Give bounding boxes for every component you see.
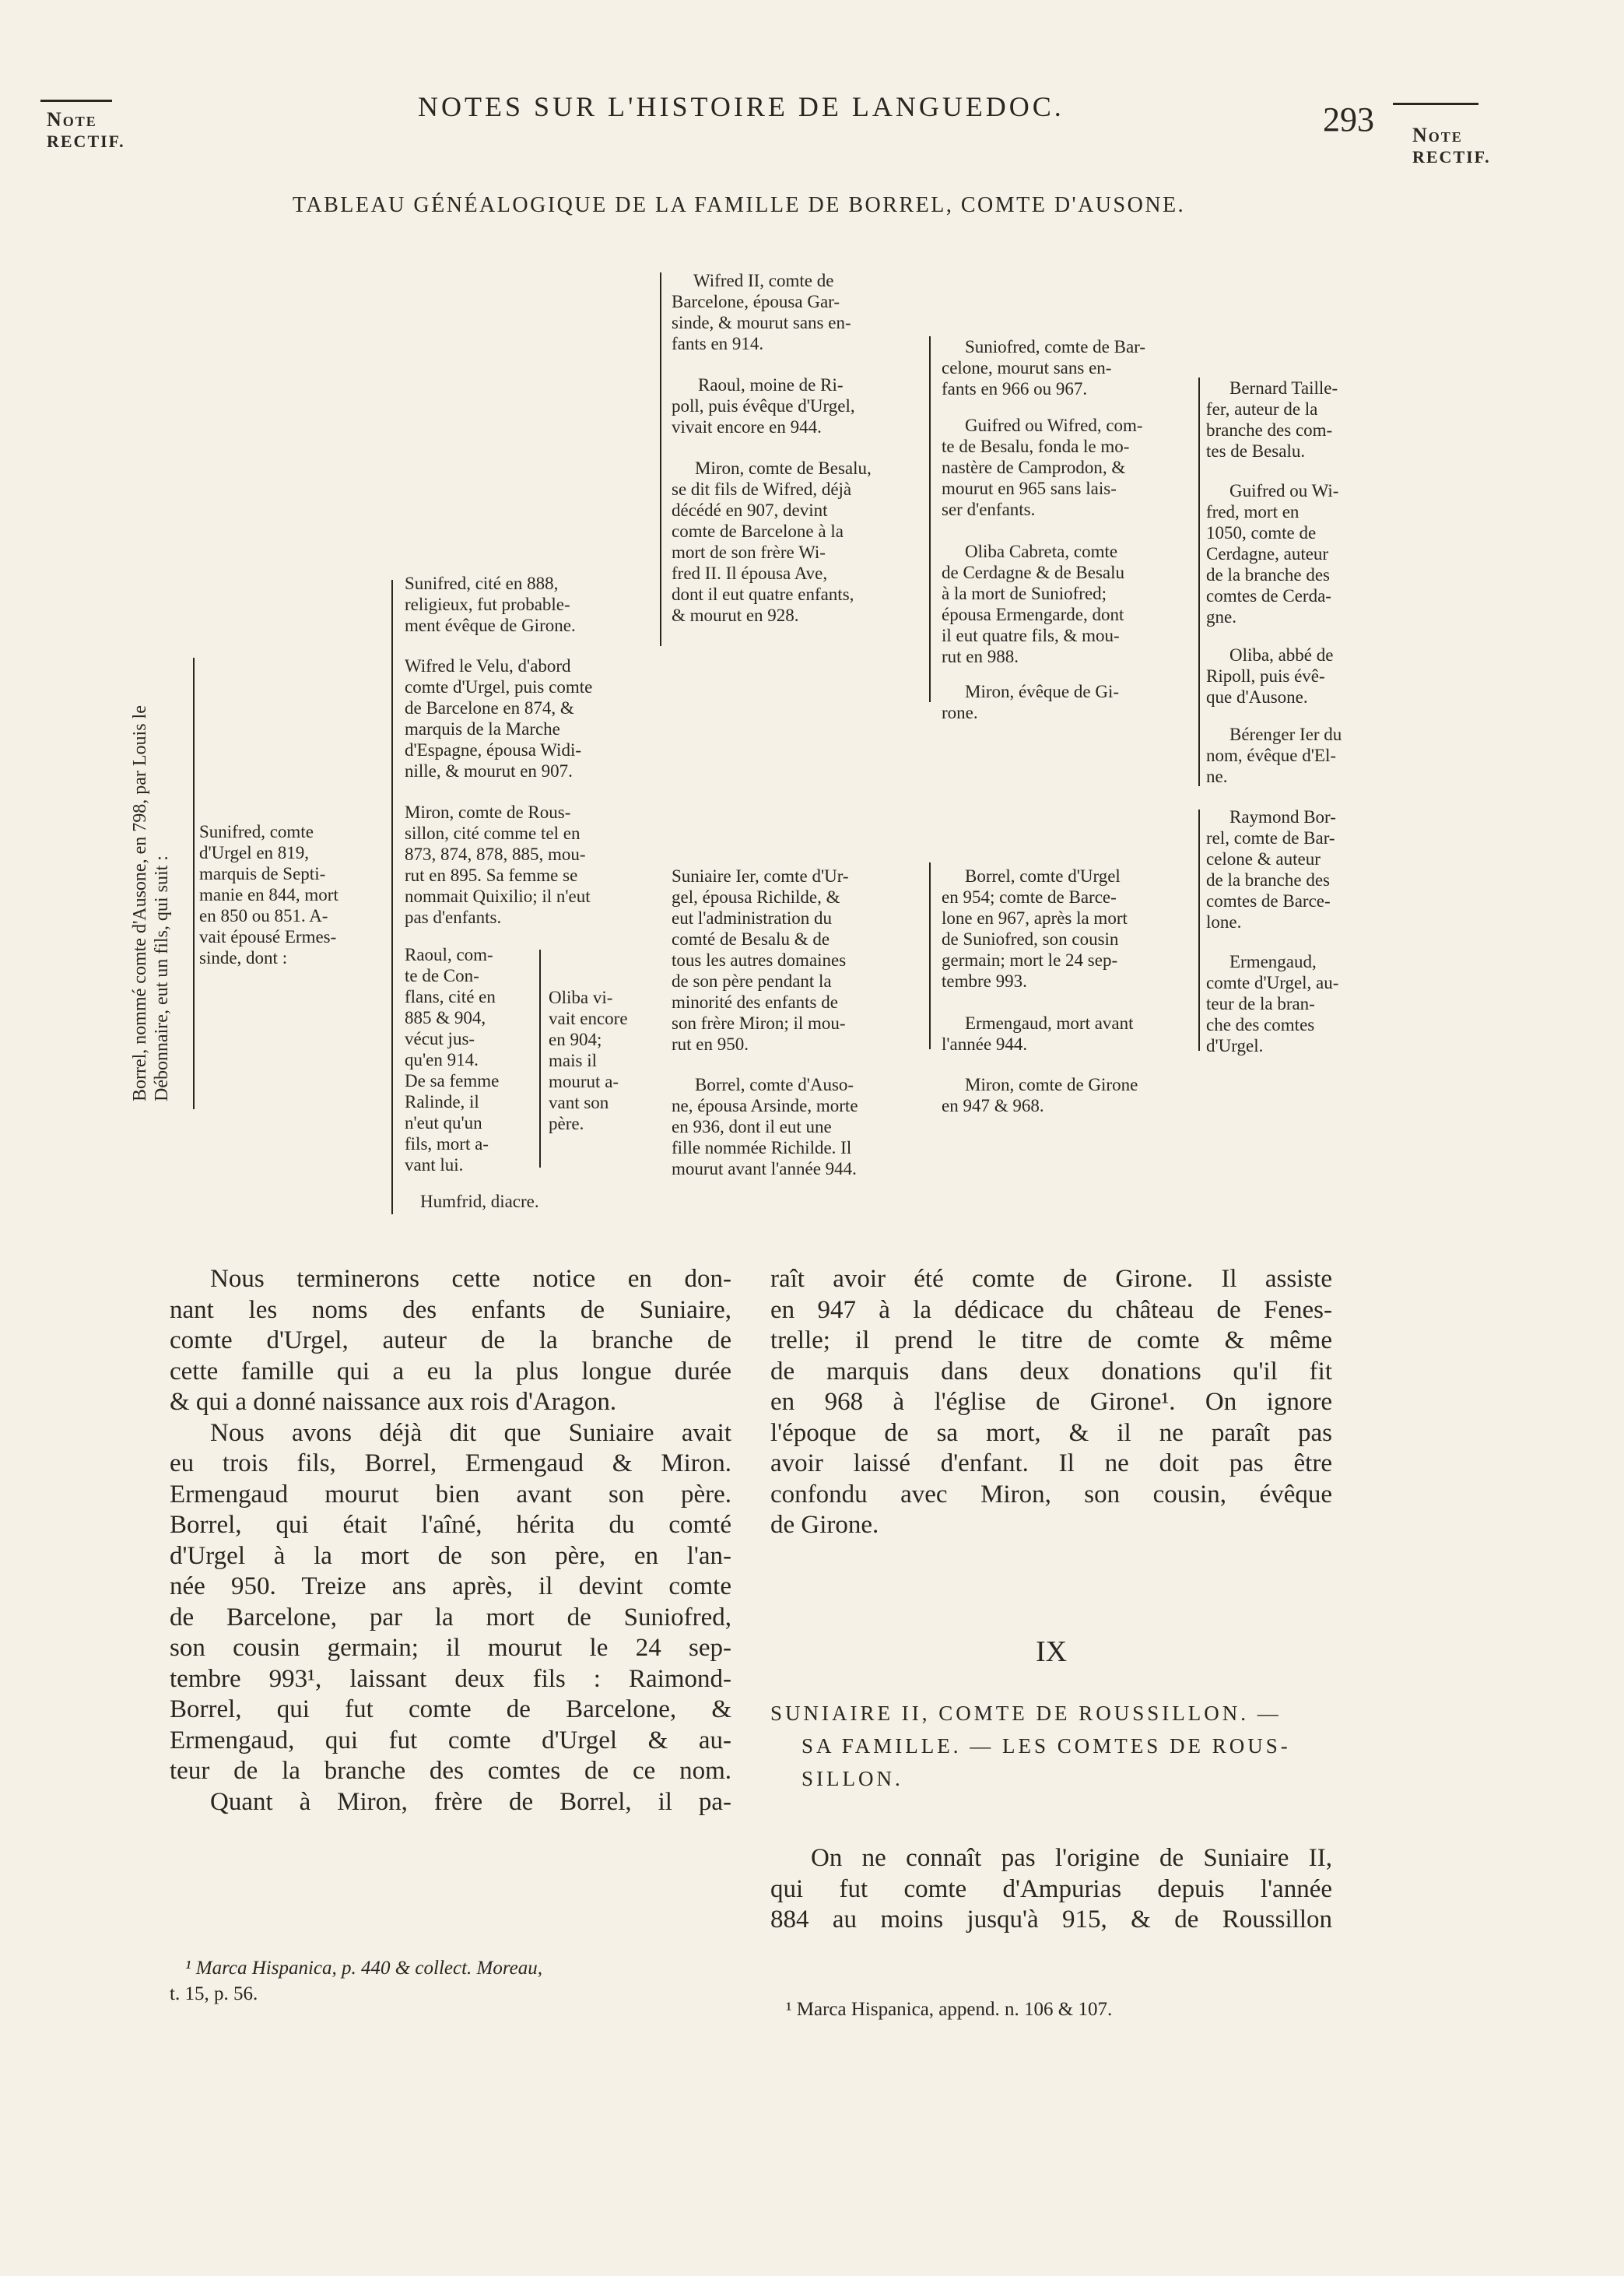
gen3-line: ne, épousa Arsinde, morte [672, 1096, 858, 1115]
body-line: Ermengaud mourut bien avant son père. [170, 1480, 731, 1509]
gen4-line: rut en 988. [942, 647, 1019, 666]
gen5-ermengaud [1206, 951, 1376, 1056]
section-title-line: SA FAMILLE. — LES COMTES DE ROUS- [801, 1734, 1291, 1758]
gen5-line: comtes de Barce- [1206, 891, 1331, 911]
gen5-line: ne. [1206, 767, 1228, 786]
gen2-line: mais il [549, 1051, 597, 1070]
gen5-line: rel, comte de Bar- [1206, 828, 1335, 848]
gen4-line: à la mort de Suniofred; [942, 584, 1107, 603]
page-number: 293 [1323, 100, 1374, 139]
gen3-line: gel, épousa Richilde, & [672, 887, 840, 907]
gen2-line: flans, cité en [405, 987, 496, 1006]
gen5-oliba [1206, 645, 1376, 708]
body-line: Nous terminerons cette notice en don- [210, 1265, 731, 1293]
body-left-column [170, 1264, 731, 1818]
footnote-line: t. 15, p. 56. [170, 1983, 258, 2004]
gen4-line: ser d'enfants. [942, 500, 1036, 519]
body-line: de marquis dans deux donations qu'il fit [770, 1357, 1332, 1386]
gen4-oliba-brace [1198, 378, 1200, 786]
gen3-line: Barcelone, épousa Gar- [672, 292, 840, 311]
gen2-raoul [405, 944, 533, 1175]
gen5-line: nom, évêque d'El- [1206, 746, 1337, 765]
gen1-sunifred [199, 821, 386, 968]
gen1-line: vait épousé Ermes- [199, 927, 337, 947]
gen2-line: d'Espagne, épousa Widi- [405, 740, 581, 760]
margin-rule-left [40, 100, 112, 102]
gen4-line: en 954; comte de Barce- [942, 887, 1117, 907]
gen4-line: Miron, comte de Girone [965, 1075, 1138, 1094]
section-title-line: SUNIAIRE II, COMTE DE ROUSSILLON. — [770, 1702, 1282, 1725]
gen1-line: manie en 844, mort [199, 885, 338, 904]
gen5-line: fer, auteur de la [1206, 399, 1318, 419]
gen3-line: Wifred II, comte de [693, 271, 834, 290]
table-title: TABLEAU GÉNÉALOGIQUE DE LA FAMILLE DE BORREL, COMTE D'AUSONE. [293, 193, 1186, 217]
body-line: confondu avec Miron, son cousin, évêque [770, 1480, 1332, 1509]
gen4-line: Ermengaud, mort avant [965, 1013, 1134, 1033]
gen3-line: en 936, dont il eut une [672, 1117, 832, 1136]
gen4-line: Borrel, comte d'Urgel [965, 866, 1121, 886]
gen3-line: comté de Besalu & de [672, 929, 830, 949]
body-line: trelle; il prend le titre de comte & même [770, 1326, 1332, 1354]
gen2-line: vant lui. [405, 1155, 464, 1175]
gen4-guifred [942, 415, 1194, 520]
gen3-miron [672, 458, 925, 626]
gen4-line: lone en 967, après la mort [942, 908, 1128, 928]
gen1-line: Sunifred, comte [199, 822, 314, 841]
gen5-line: che des comtes [1206, 1015, 1315, 1034]
gen5-line: gne. [1206, 607, 1236, 627]
body-line: Borrel, qui fut comte de Barcelone, & [170, 1695, 731, 1723]
body-line: On ne connaît pas l'origine de Suniaire II, [811, 1844, 1332, 1872]
gen2-line: n'eut qu'un [405, 1113, 482, 1133]
body-line: teur de la branche des comtes de ce nom. [170, 1757, 731, 1785]
body-line: d'Urgel à la mort de son père, en l'an- [170, 1541, 731, 1570]
gen5-line: celone & auteur [1206, 849, 1321, 869]
gen3-wifred2 [672, 270, 925, 354]
running-head: NOTES SUR L'HISTOIRE DE LANGUEDOC. [418, 91, 1065, 122]
gen4-line: épousa Ermengarde, dont [942, 605, 1124, 624]
footnote-right [786, 1997, 1331, 2022]
body-right-column-2 [770, 1843, 1332, 1936]
gen2-wifred-velu [405, 655, 655, 781]
gen3-line: vivait encore en 944. [672, 417, 822, 437]
gen4-miron-comte [942, 1074, 1194, 1116]
gen3-line: comte de Barcelone à la [672, 522, 844, 541]
gen2-line: Miron, comte de Rous- [405, 803, 571, 822]
gen3-line: fille nommée Richilde. Il [672, 1138, 852, 1157]
gen1-line: sinde, dont : [199, 948, 288, 968]
body-line: de Girone. [770, 1511, 879, 1539]
body-line: eu trois fils, Borrel, Ermengaud & Miron. [170, 1449, 731, 1477]
gen4-borrel [942, 866, 1194, 992]
body-line: Quant à Miron, frère de Borrel, il pa- [210, 1787, 731, 1816]
gen5-line: Ermengaud, [1229, 952, 1317, 971]
gen5-line: branche des com- [1206, 420, 1333, 440]
margin-note-left-1: Note [47, 108, 97, 131]
body-line: & qui a donné naissance aux rois d'Aragon. [170, 1388, 617, 1416]
gen2-line: comte d'Urgel, puis comte [405, 677, 593, 697]
gen4-line: en 947 & 968. [942, 1096, 1044, 1115]
gen3-line: fred II. Il épousa Ave, [672, 564, 828, 583]
margin-note-right-2: RECTIF. [1412, 147, 1491, 167]
body-line: née 950. Treize ans après, il devint comte [170, 1572, 731, 1600]
gen3-suniaire-brace [929, 862, 931, 1049]
body-line: en 968 à l'église de Girone¹. On ignore [770, 1388, 1332, 1416]
margin-note-right [1412, 125, 1498, 168]
gen4-line: te de Besalu, fonda le mo- [942, 437, 1130, 456]
gen4-line: tembre 993. [942, 971, 1027, 991]
gen3-line: mort de son frère Wi- [672, 543, 826, 562]
gen5-line: Bernard Taille- [1229, 378, 1338, 398]
gen3-line: dont il eut quatre enfants, [672, 585, 854, 604]
body-line: nant les noms des enfants de Suniaire, [170, 1295, 731, 1324]
gen2-line: religieux, fut probable- [405, 595, 570, 614]
gen4-line: Miron, évêque de Gi- [965, 682, 1119, 701]
margin-note-left-2: RECTIF. [47, 132, 125, 151]
gen3-line: poll, puis évêque d'Urgel, [672, 396, 855, 416]
gen5-line: de la branche des [1206, 870, 1331, 890]
body-line: comte d'Urgel, auteur de la branche de [170, 1326, 731, 1354]
gen2-humfrid: Humfrid, diacre. [420, 1192, 539, 1211]
gen4-line: rone. [942, 703, 978, 722]
gen4-line: l'année 944. [942, 1034, 1028, 1054]
body-line: 884 au moins jusqu'à 915, & de Roussillon [770, 1905, 1332, 1934]
gen3-line: Suniaire Ier, comte d'Ur- [672, 866, 849, 886]
footnote-line: ¹ Marca Hispanica, p. 440 & collect. Moreau, [185, 1958, 543, 1979]
gen2-oliba [549, 987, 658, 1134]
gen3-miron-brace [929, 336, 931, 702]
body-line: avoir laissé d'enfant. Il ne doit pas être [770, 1449, 1332, 1477]
body-line: de Barcelone, par la mort de Suniofred, [170, 1603, 731, 1631]
gen5-line: 1050, comte de [1206, 523, 1317, 543]
gen4-ermengaud [942, 1013, 1194, 1055]
margin-note-left [47, 109, 125, 153]
footnote-left [170, 1955, 731, 2007]
gen3-borrel [672, 1074, 925, 1179]
gen3-line: eut l'administration du [672, 908, 833, 928]
gen2-brace [660, 272, 661, 646]
margin-note-right-1: Note [1412, 124, 1463, 146]
gen2-line: vécut jus- [405, 1029, 475, 1048]
gen5-line: Bérenger Ier du [1229, 725, 1342, 744]
gen4-borrel-brace [1198, 810, 1200, 1051]
body-line: Ermengaud, qui fut comte d'Urgel & au- [170, 1726, 731, 1754]
gen4-line: il eut quatre fils, & mou- [942, 626, 1120, 645]
gen3-line: décédé en 907, devint [672, 501, 828, 520]
gen2-miron [405, 802, 655, 928]
gen1-line: d'Urgel en 819, [199, 843, 310, 862]
gen4-line: de Cerdagne & de Besalu [942, 563, 1125, 582]
gen2-raoul-brace [539, 950, 541, 1168]
gen4-oliba [942, 541, 1194, 667]
gen2-line: marquis de la Marche [405, 719, 560, 739]
gen5-bernard [1206, 378, 1376, 462]
gen2-line: Sunifred, cité en 888, [405, 574, 559, 593]
body-line: Borrel, qui était l'aîné, hérita du comté [170, 1511, 731, 1539]
gen2-line: qu'en 914. [405, 1050, 479, 1070]
gen3-line: Raoul, moine de Ri- [698, 375, 844, 395]
root-entry-text: Borrel, nommé comte d'Ausone, en 798, par Louis le Débonnaire, eut un fils, qui suit : [130, 705, 172, 1101]
gen4-line: germain; mort le 24 sep- [942, 950, 1118, 970]
gen3-line: sinde, & mourut sans en- [672, 313, 851, 332]
gen2-line: 873, 874, 878, 885, mou- [405, 845, 586, 864]
gen3-line: tous les autres domaines [672, 950, 847, 970]
gen4-line: Oliba Cabreta, comte [965, 542, 1118, 561]
gen2-line: ment évêque de Girone. [405, 616, 576, 635]
body-right-column [770, 1264, 1332, 1541]
gen5-line: d'Urgel. [1206, 1036, 1264, 1055]
gen4-line: celone, mourut sans en- [942, 358, 1112, 378]
gen5-guifred [1206, 480, 1376, 627]
body-line: son cousin germain; il mourut le 24 sep- [170, 1634, 731, 1662]
gen4-line: Suniofred, comte de Bar- [965, 337, 1146, 357]
gen2-line: Ralinde, il [405, 1092, 479, 1112]
body-line: Nous avons déjà dit que Suniaire avait [210, 1418, 731, 1447]
gen2-sunifred [405, 573, 655, 636]
gen1-line: en 850 ou 851. A- [199, 906, 328, 926]
gen2-line: vait encore [549, 1009, 628, 1028]
gen2-line: De sa femme [405, 1071, 500, 1091]
gen1-line: marquis de Septi- [199, 864, 326, 883]
gen5-line: Cerdagne, auteur [1206, 544, 1329, 564]
gen2-line: père. [549, 1114, 584, 1133]
gen3-line: Miron, comte de Besalu, [695, 458, 872, 478]
gen5-line: lone. [1206, 912, 1242, 932]
gen5-line: Guifred ou Wi- [1229, 481, 1339, 501]
gen4-line: de Suniofred, son cousin [942, 929, 1119, 949]
margin-rule-right [1393, 103, 1478, 105]
gen4-suniofred [942, 336, 1194, 399]
gen5-line: Oliba, abbé de [1229, 645, 1334, 665]
gen5-line: Ripoll, puis évê- [1206, 666, 1325, 686]
gen2-line: fils, mort a- [405, 1134, 489, 1154]
gen5-line: de la branche des [1206, 565, 1331, 585]
gen5-line: que d'Ausone. [1206, 687, 1308, 707]
gen2-line: Wifred le Velu, d'abord [405, 656, 571, 676]
gen3-line: Borrel, comte d'Auso- [695, 1075, 854, 1094]
root-brace [193, 658, 195, 1109]
gen1-brace [391, 580, 393, 1214]
gen4-line: Guifred ou Wifred, com- [965, 416, 1143, 435]
section-title [770, 1697, 1332, 1795]
gen2-line: rut en 895. Sa femme se [405, 866, 578, 885]
gen2-line: sillon, cité comme tel en [405, 824, 581, 843]
gen4-line: mourut en 965 sans lais- [942, 479, 1117, 498]
gen3-raoul [672, 374, 925, 437]
gen3-line: & mourut en 928. [672, 606, 799, 625]
section-number: IX [1035, 1635, 1068, 1668]
gen4-miron-eveque [942, 681, 1194, 723]
gen4-line: fants en 966 ou 967. [942, 379, 1088, 399]
gen2-line: pas d'enfants. [405, 908, 502, 927]
root-entry [129, 627, 173, 1101]
gen5-line: teur de la bran- [1206, 994, 1315, 1013]
gen2-line: 885 & 904, [405, 1008, 486, 1027]
gen3-suniaire [672, 866, 925, 1055]
body-line: cette famille qui a eu la plus longue durée [170, 1357, 731, 1386]
body-line: raît avoir été comte de Girone. Il assiste [770, 1265, 1332, 1293]
gen2-line: nommait Quixilio; il n'eut [405, 887, 591, 906]
gen5-line: comtes de Cerda- [1206, 586, 1331, 606]
gen4-line: nastère de Camprodon, & [942, 458, 1126, 477]
gen5-raymond [1206, 806, 1376, 933]
gen3-line: rut en 950. [672, 1034, 749, 1054]
footnote-line: ¹ Marca Hispanica, append. n. 106 & 107. [786, 1999, 1113, 2020]
gen2-line: mourut a- [549, 1072, 619, 1091]
gen2-line: en 904; [549, 1030, 602, 1049]
section-title-line: SILLON. [801, 1767, 903, 1790]
gen3-line: se dit fils de Wifred, déjà [672, 479, 852, 499]
body-line: l'époque de sa mort, & il ne paraît pas [770, 1418, 1332, 1447]
gen3-line: fants en 914. [672, 334, 764, 353]
gen5-berenger [1206, 724, 1376, 787]
gen2-line: de Barcelone en 874, & [405, 698, 574, 718]
gen5-line: tes de Besalu. [1206, 441, 1306, 461]
gen2-line: nille, & mourut en 907. [405, 761, 573, 781]
gen5-line: Raymond Bor- [1229, 807, 1336, 827]
gen3-line: minorité des enfants de [672, 992, 838, 1012]
gen2-line: Oliba vi- [549, 988, 613, 1007]
body-line: en 947 à la dédicace du château de Fenes- [770, 1295, 1332, 1324]
gen3-line: mourut avant l'année 944. [672, 1159, 857, 1178]
body-line: tembre 993¹, laissant deux fils : Raimond- [170, 1664, 731, 1693]
gen5-line: fred, mort en [1206, 502, 1300, 522]
body-line: qui fut comte d'Ampurias depuis l'année [770, 1874, 1332, 1903]
gen5-line: comte d'Urgel, au- [1206, 973, 1339, 992]
gen2-line: te de Con- [405, 966, 479, 985]
gen3-line: son frère Miron; il mou- [672, 1013, 846, 1033]
gen2-line: Raoul, com- [405, 945, 493, 964]
gen2-line: vant son [549, 1093, 609, 1112]
gen3-line: de son père pendant la [672, 971, 832, 991]
